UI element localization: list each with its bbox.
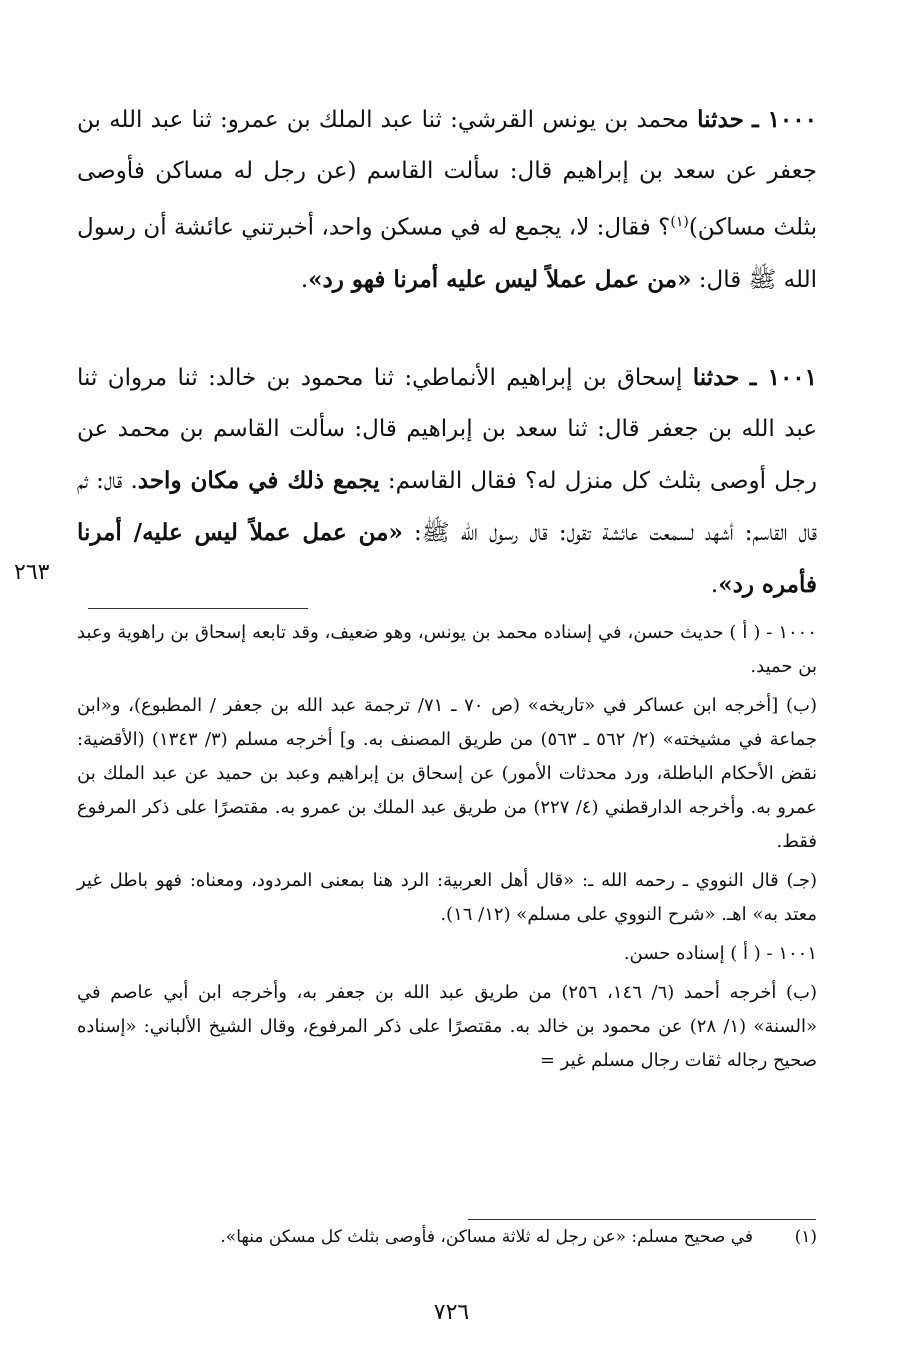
hadith-text: . قال: ثم قال القاسم: أشهد لسمعت عائشة تقول: قال رسول الله ﷺ: [77,468,817,546]
hadith-number: ١٠٠٠ ـ [751,106,817,133]
hadith-1000 [77,94,817,306]
hadith-lead: حدثنا [697,106,744,133]
footnote [77,1222,817,1252]
footnote-mark: (١) [794,1227,817,1247]
hadith-text: ؟ فقال: لا، يجمع له في مسكن واحد، أخبرتني عائشة أن رسول الله ﷺ قال: [77,214,817,293]
hadith-lead: حدثنا [692,364,740,391]
footnote-divider [468,1219,816,1220]
footnote-text: في صحيح مسلم: «عن رجل له ثلاثة مساكن، فأوصى بثلث كل مسكن منها». [220,1227,753,1247]
page-number: ٧٢٦ [433,1300,470,1325]
notes-divider [88,608,308,609]
note-1000-b: (ب) [أخرجه ابن عساكر في «تاريخه» (ص ٧٠ ـ ٧١/ ترجمة عبد الله بن جعفر / المطبوع)، و«ابن جماعة في مشيخته» (٢/ ٥٦٢ ـ ٥٦٣) من طريق المصنف به. و] أخرجه مسلم (٣/ ١٣٤٣) (الأقضية: نقض الأحكام الباطلة، ورد محدثات الأمور) عن إسحاق بن إبراهيم وعبد بن حميد عن عبد الملك بن عمرو به. وأخرجه الدارقطني (٤/ ٢٢٧) من طريق عبد الملك بن عمرو به. مقتصرًا على ذكر المرفوع فقط. [77,695,818,852]
note-1000-c: (جـ) قال النووي ـ رحمه الله ـ: «قال أهل العربية: الرد هنا بمعنى المردود، ومعناه: فهو باطل غير معتد به» اهـ. «شرح النووي على مسلم» (١٢/ ١٦). [77,870,817,925]
commentary-notes [77,616,817,1083]
note-1001-b: (ب) أخرجه أحمد (٦/ ١٤٦، ٢٥٦) من طريق عبد الله بن جعفر به، وأخرجه ابن أبي عاصم في «السنة» (١/ ٢٨) عن محمود بن خالد به. مقتصرًا على ذكر المرفوع، وقال الشيخ الألباني: «إسناده صحيح رجاله ثقات رجال مسلم غير = [77,982,817,1071]
margin-page-number: ٢٦٣ [14,560,50,585]
note-1000-a: ١٠٠٠ - ( أ ) حديث حسن، في إسناده محمد بن يونس، وهو ضعيف، وقد تابعه إسحاق بن راهوية وعبد بن حميد. [77,622,817,677]
hadith-text: إسحاق بن إبراهيم الأنماطي: ثنا محمود بن خالد: ثنا مروان ثنا عبد الله بن جعفر قال: ثنا سعد بن إبراهيم قال: سألت القاسم بن محمد عن رجل أوصى بثلث كل منزل له؟ فقال القاسم: [77,365,818,494]
hadith-quote: «من عمل عملاً ليس عليه/ أمرنا فأمره رد» [77,519,817,598]
hadith-number: ١٠٠١ ـ [749,364,818,391]
footnote-reference[interactable]: (١) [670,214,689,230]
hadith-text: محمد بن يونس القرشي: ثنا عبد الملك بن عمرو: ثنا عبد الله بن جعفر عن سعد بن إبراهيم قال: سألت القاسم (عن رجل له مساكن فأوصى بثلث مساكن) [77,107,817,241]
hadith-end: . [300,266,309,293]
note-1001-a: ١٠٠١ - ( أ ) إسناده حسن. [623,943,817,964]
hadith-end: . [710,572,719,598]
hadith-1001 [77,352,817,611]
hadith-quote: «من عمل عملاً ليس عليه أمرنا فهو رد» [308,265,692,293]
hadith-bold-text: يجمع ذلك في مكان واحد [137,467,380,494]
